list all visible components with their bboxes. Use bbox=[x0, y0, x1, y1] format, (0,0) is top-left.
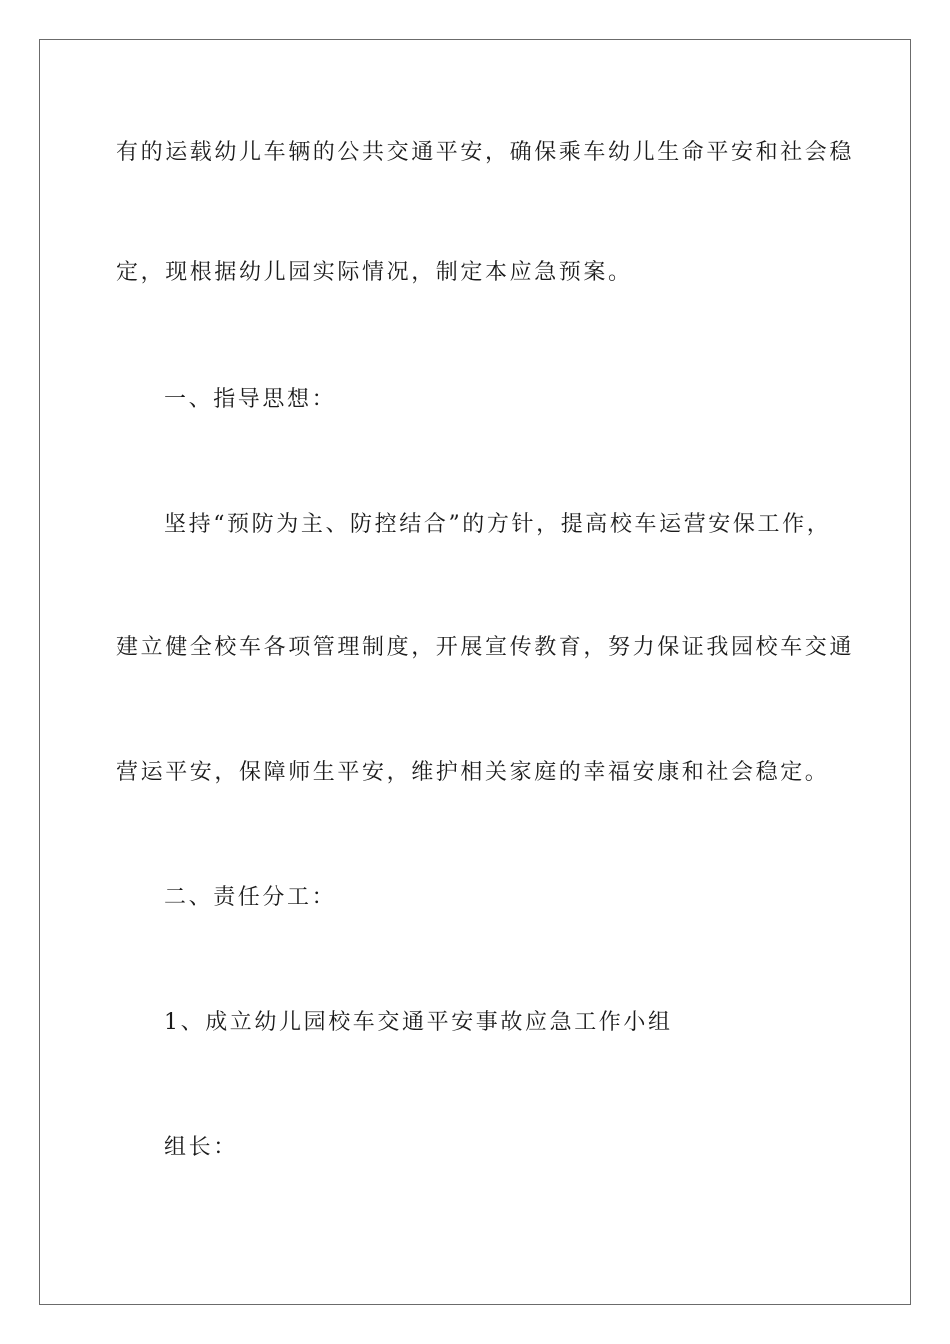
page-border bbox=[39, 39, 911, 1305]
paragraph-line-3: 坚持“预防为主、防控结合”的方针，提高校车运营安保工作， bbox=[164, 512, 832, 537]
paragraph-line-4: 建立健全校车各项管理制度，开展宣传教育，努力保证我园校车交通 bbox=[116, 635, 855, 660]
list-item-1: 1、成立幼儿园校车交通平安事故应急工作小组 bbox=[164, 1010, 673, 1035]
section-heading-guiding-ideology: 一、指导思想： bbox=[164, 387, 337, 412]
paragraph-line-1: 有的运载幼儿车辆的公共交通平安，确保乘车幼儿生命平安和社会稳 bbox=[116, 140, 855, 165]
group-leader-label: 组长： bbox=[164, 1135, 238, 1160]
paragraph-line-5: 营运平安，保障师生平安，维护相关家庭的幸福安康和社会稳定。 bbox=[116, 760, 830, 785]
paragraph-line-2: 定，现根据幼儿园实际情况，制定本应急预案。 bbox=[116, 260, 633, 285]
section-heading-responsibility: 二、责任分工： bbox=[164, 885, 337, 910]
